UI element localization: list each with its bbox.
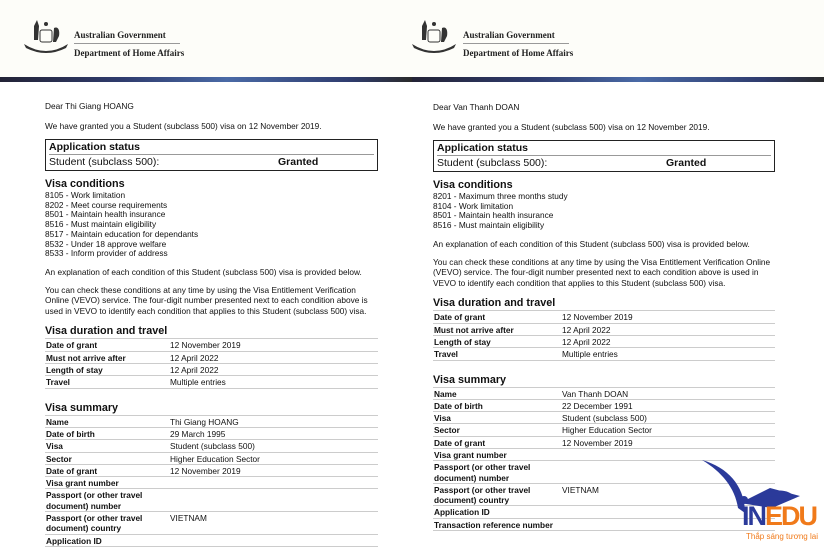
status-title: Application status bbox=[437, 142, 529, 154]
row-value: 12 April 2022 bbox=[169, 364, 378, 376]
table-row bbox=[433, 399, 775, 411]
row-value: 29 March 1995 bbox=[169, 427, 378, 439]
row-label: Date of grant bbox=[45, 464, 169, 476]
vevo-note: You can check these conditions at any time by using the Visa Entitlement Verification Online (VEVO) service. The four-digit number presented next to each condition above is used in VEVO to identify each condition that applies to this Student (subclass 500) visa. bbox=[45, 284, 368, 316]
row-label: Application ID bbox=[45, 534, 169, 546]
conditions-heading: Visa conditions bbox=[433, 179, 513, 191]
table-row bbox=[45, 351, 378, 363]
row-label: Name bbox=[433, 387, 561, 399]
table-row bbox=[433, 335, 775, 347]
duration-heading: Visa duration and travel bbox=[45, 325, 168, 338]
row-value: Student (subclass 500) bbox=[169, 440, 378, 452]
table-row bbox=[433, 323, 775, 335]
row-label: Length of stay bbox=[433, 335, 561, 347]
row-label: Travel bbox=[433, 348, 561, 360]
table-row bbox=[433, 348, 775, 360]
row-label: Length of stay bbox=[45, 364, 169, 376]
condition-item: 8104 - Work limitation bbox=[433, 200, 514, 211]
brand-edu: EDU bbox=[765, 501, 817, 531]
row-label: Visa grant number bbox=[433, 448, 561, 460]
row-label: Passport (or other travel document) country bbox=[433, 483, 561, 506]
row-value: 12 April 2022 bbox=[561, 323, 775, 335]
row-value bbox=[169, 534, 378, 546]
vevo-note: You can check these conditions at any time by using the Visa Entitlement Verification Online (VEVO) service. The four-digit number presented next to each condition above is used in VEVO to identify each condition that applies to this Student (subclass 500) visa. bbox=[433, 256, 771, 288]
row-value: Higher Education Sector bbox=[169, 452, 378, 464]
intro: We have granted you a Student (subclass 500) visa on 12 November 2019. bbox=[45, 121, 322, 131]
application-status-box bbox=[45, 139, 378, 171]
table-row bbox=[45, 427, 378, 439]
status-badge: Granted bbox=[278, 156, 319, 168]
row-value: 12 November 2019 bbox=[169, 339, 378, 351]
table-row bbox=[45, 477, 378, 489]
row-label: Date of birth bbox=[433, 399, 561, 411]
row-label: Passport (or other travel document) number bbox=[45, 489, 169, 512]
row-label: Application ID bbox=[433, 506, 561, 518]
row-label: Date of grant bbox=[433, 311, 561, 323]
summary-heading: Visa summary bbox=[45, 401, 119, 414]
condition-item: 8516 - Must maintain eligibility bbox=[433, 220, 545, 231]
status-row bbox=[49, 154, 374, 169]
table-row bbox=[433, 412, 775, 424]
table-row bbox=[45, 464, 378, 476]
row-value: Student (subclass 500) bbox=[561, 412, 775, 424]
row-label: Must not arrive after bbox=[433, 323, 561, 335]
table-row bbox=[45, 376, 378, 388]
letter-body bbox=[45, 101, 378, 547]
row-value: Thi Giang HOANG bbox=[169, 415, 378, 427]
row-value bbox=[169, 477, 378, 489]
row-value: 22 December 1991 bbox=[561, 399, 775, 411]
row-value: Multiple entries bbox=[169, 376, 378, 388]
status-title: Application status bbox=[49, 141, 141, 153]
table-row bbox=[433, 387, 775, 399]
row-value: 12 April 2022 bbox=[561, 335, 775, 347]
row-label: Travel bbox=[45, 376, 169, 388]
table-row bbox=[45, 452, 378, 464]
conditions-heading: Visa conditions bbox=[45, 178, 125, 190]
row-value: VIETNAM bbox=[561, 483, 775, 506]
condition-item: 8517 - Maintain education for dependants bbox=[45, 228, 199, 239]
row-value: 12 November 2019 bbox=[169, 464, 378, 476]
row-value: 12 April 2022 bbox=[169, 351, 378, 363]
conditions-list bbox=[45, 191, 378, 259]
brand-slogan: Thắp sáng tương lai bbox=[746, 532, 818, 541]
summary-table bbox=[45, 415, 378, 547]
duration-heading: Visa duration and travel bbox=[433, 297, 556, 310]
greeting: Dear Van Thanh DOAN bbox=[433, 102, 520, 112]
row-label: Visa bbox=[45, 440, 169, 452]
row-value: Multiple entries bbox=[561, 348, 775, 360]
row-label: Name bbox=[45, 415, 169, 427]
table-row bbox=[45, 511, 378, 534]
gov-line: Australian Government bbox=[74, 30, 180, 44]
condition-item: 8516 - Must maintain eligibility bbox=[45, 219, 157, 230]
dept-line: Department of Home Affairs bbox=[74, 48, 185, 58]
status-row bbox=[437, 155, 771, 170]
row-label: Visa bbox=[433, 412, 561, 424]
application-status-box bbox=[433, 140, 775, 172]
table-row bbox=[45, 534, 378, 546]
condition-item: 8501 - Maintain health insurance bbox=[45, 209, 166, 220]
table-row bbox=[45, 489, 378, 512]
condition-item: 8533 - Inform provider of address bbox=[45, 248, 168, 259]
table-row bbox=[433, 436, 775, 448]
department-name bbox=[463, 30, 573, 58]
condition-item: 8532 - Under 18 approve welfare bbox=[45, 238, 167, 249]
coat-of-arms-logo bbox=[20, 18, 72, 58]
inedu-watermark-logo bbox=[700, 458, 825, 551]
row-label: Date of grant bbox=[45, 339, 169, 351]
condition-item: 8201 - Maximum three months study bbox=[433, 191, 568, 201]
brand-in: IN bbox=[742, 501, 765, 531]
row-label: Sector bbox=[433, 424, 561, 436]
row-label: Visa grant number bbox=[45, 477, 169, 489]
coat-of-arms-logo bbox=[408, 18, 460, 58]
duration-table bbox=[45, 338, 378, 388]
row-value: 12 November 2019 bbox=[561, 311, 775, 323]
conditions-list bbox=[433, 192, 775, 231]
explanation: An explanation of each condition of this Student (subclass 500) visa is provided below. bbox=[433, 238, 750, 249]
table-row bbox=[433, 424, 775, 436]
row-value: Higher Education Sector bbox=[561, 424, 775, 436]
greeting: Dear Thi Giang HOANG bbox=[45, 101, 134, 111]
condition-item: 8202 - Meet course requirements bbox=[45, 199, 168, 210]
row-label: Passport (or other travel document) number bbox=[433, 461, 561, 484]
status-label: Student (subclass 500): bbox=[49, 156, 160, 168]
gov-line: Australian Government bbox=[463, 30, 569, 44]
department-name bbox=[74, 30, 184, 58]
row-value: Van Thanh DOAN bbox=[561, 387, 775, 399]
row-label: Date of grant bbox=[433, 436, 561, 448]
duration-table bbox=[433, 310, 775, 360]
summary-heading: Visa summary bbox=[433, 373, 507, 386]
status-badge: Granted bbox=[666, 157, 707, 169]
table-row bbox=[45, 364, 378, 376]
table-row bbox=[45, 415, 378, 427]
row-value bbox=[169, 489, 378, 512]
status-label: Student (subclass 500): bbox=[437, 157, 548, 169]
table-row bbox=[45, 440, 378, 452]
brand-wordmark bbox=[742, 502, 816, 530]
row-label: Transaction reference number bbox=[433, 518, 561, 530]
explanation: An explanation of each condition of this Student (subclass 500) visa is provided below. bbox=[45, 266, 362, 277]
table-row bbox=[433, 311, 775, 323]
intro: We have granted you a Student (subclass 500) visa on 12 November 2019. bbox=[433, 122, 710, 132]
row-label: Sector bbox=[45, 452, 169, 464]
header-bar bbox=[0, 77, 412, 82]
dept-line: Department of Home Affairs bbox=[463, 48, 574, 58]
row-label: Must not arrive after bbox=[45, 351, 169, 363]
row-value: VIETNAM bbox=[169, 511, 378, 534]
row-label: Date of birth bbox=[45, 427, 169, 439]
row-value: 12 November 2019 bbox=[561, 436, 775, 448]
row-label: Passport (or other travel document) country bbox=[45, 511, 169, 534]
table-row bbox=[45, 339, 378, 351]
header-bar bbox=[412, 77, 824, 82]
condition-item: 8105 - Work limitation bbox=[45, 190, 126, 200]
condition-item: 8501 - Maintain health insurance bbox=[433, 210, 554, 221]
